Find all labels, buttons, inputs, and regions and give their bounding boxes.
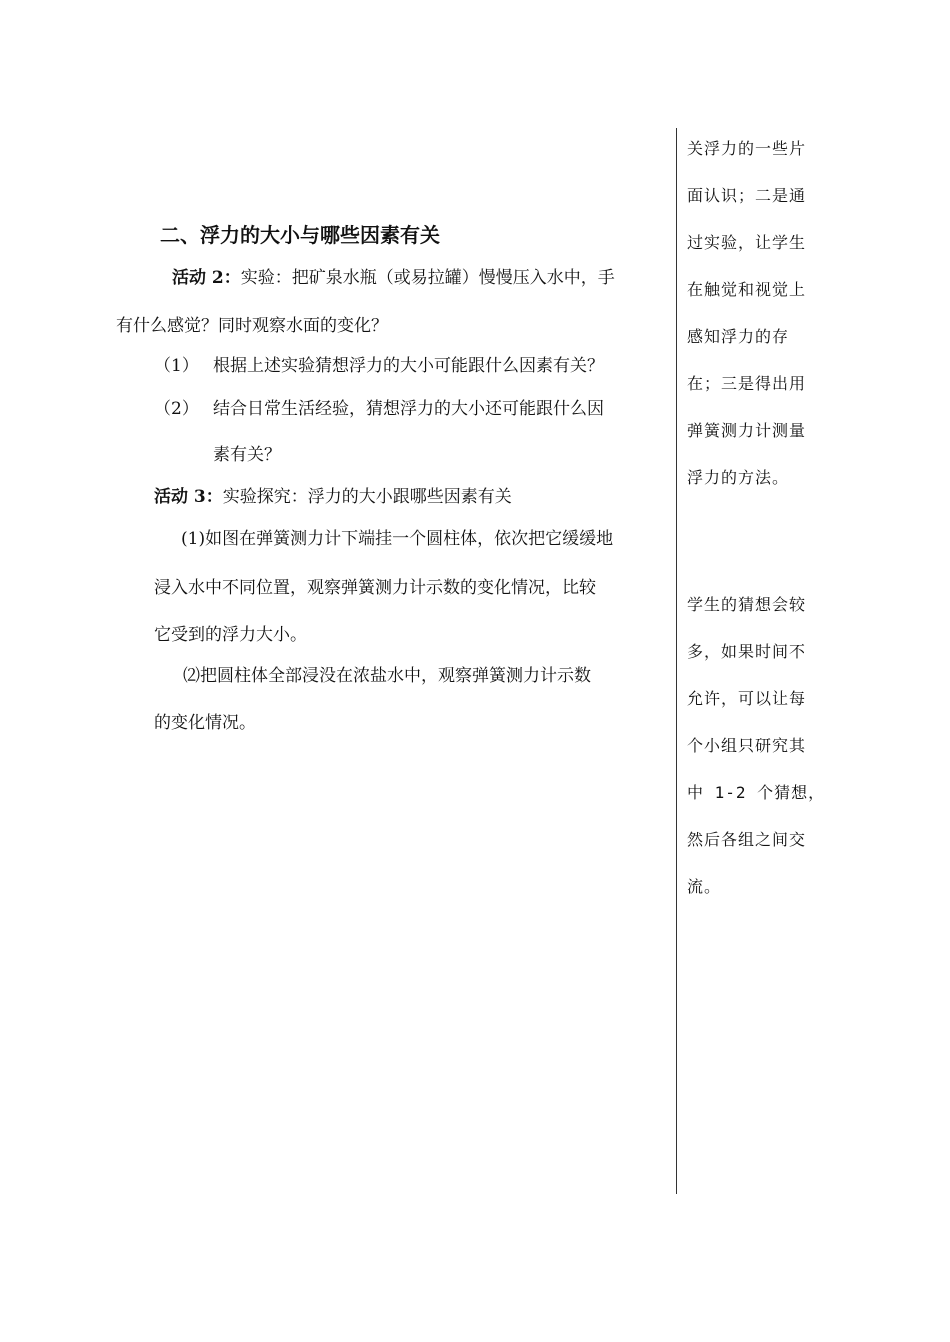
- step2-line1: ⑵把圆柱体全部浸没在浓盐水中，观察弹簧测力计示数: [183, 666, 591, 686]
- side-note2-line: 多，如果时间不: [687, 642, 807, 661]
- side-note2-line: 流。: [687, 877, 722, 896]
- activity3-title: 实验探究：浮力的大小跟哪些因素有关: [222, 487, 512, 507]
- activity2-line1: [172, 263, 615, 288]
- step2-line2: 的变化情况。: [154, 713, 256, 733]
- activity2-line2: 有什么感觉？同时观察水面的变化？: [116, 316, 388, 336]
- question-1-number: （1）: [154, 356, 199, 376]
- question-1-text: 根据上述实验猜想浮力的大小可能跟什么因素有关？: [213, 356, 604, 376]
- activity3-label: 活动 3：: [154, 487, 223, 507]
- side-note1-line: 关浮力的一些片: [687, 139, 807, 158]
- activity3-line: [154, 482, 512, 507]
- column-divider: [676, 128, 677, 1194]
- side-note1-line: 在；三是得出用: [687, 374, 807, 393]
- side-note1-line: 感知浮力的存: [687, 327, 790, 346]
- side-note2-line: 中 1-2 个猜想，: [687, 783, 826, 802]
- side-note1-line: 在触觉和视觉上: [687, 280, 807, 299]
- side-note2-line: 允许，可以让每: [687, 689, 807, 708]
- activity2-label: 活动 2：: [172, 268, 241, 288]
- step1-line2: 浸入水中不同位置，观察弹簧测力计示数的变化情况，比较: [154, 578, 596, 598]
- side-note1-line: 过实验，让学生: [687, 233, 807, 252]
- side-note1-line: 面认识；二是通: [687, 186, 807, 205]
- side-note2-line: 然后各组之间交: [687, 830, 807, 849]
- side-note1-line: 弹簧测力计测量: [687, 421, 807, 440]
- side-note2-line: 个小组只研究其: [687, 736, 807, 755]
- question-2-number: （2）: [154, 399, 199, 419]
- side-note1-line: 浮力的方法。: [687, 468, 790, 487]
- question-2-text: 结合日常生活经验，猜想浮力的大小还可能跟什么因: [213, 399, 604, 419]
- question-2-text-cont: 素有关？: [213, 445, 281, 465]
- activity2-text: 实验：把矿泉水瓶（或易拉罐）慢慢压入水中，手: [240, 268, 615, 288]
- side-note2-line: 学生的猜想会较: [687, 595, 807, 614]
- section-heading: 二、浮力的大小与哪些因素有关: [160, 223, 440, 247]
- step1-line3: 它受到的浮力大小。: [154, 625, 307, 645]
- step1-line1: (1)如图在弹簧测力计下端挂一个圆柱体，依次把它缓缓地: [181, 529, 614, 549]
